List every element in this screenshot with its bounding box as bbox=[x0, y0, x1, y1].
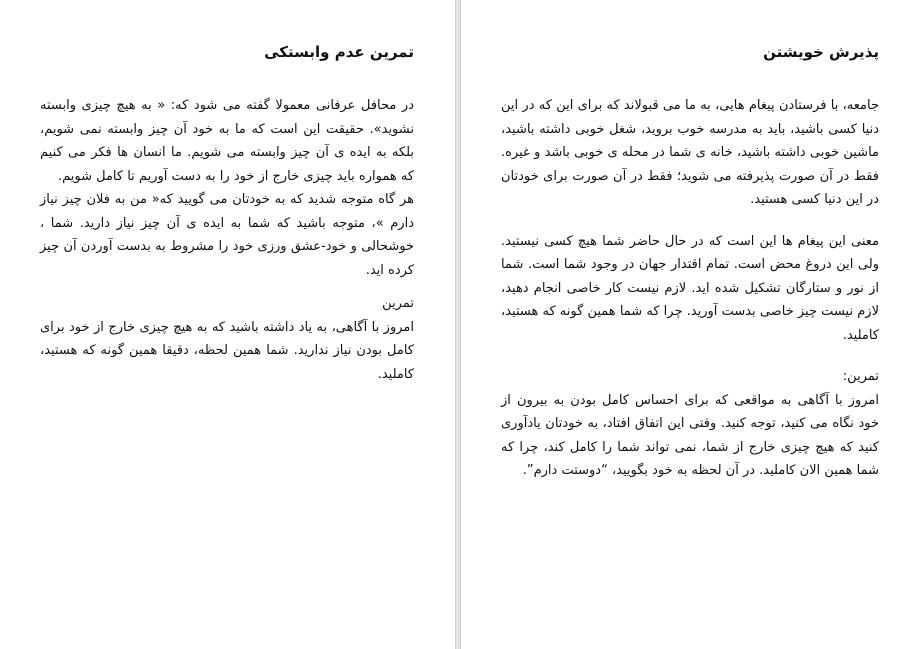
left-exercise-text: امروز با آگاهی، به یاد داشته باشید که به هیچ چیزی خارج از خود برای کامل بودن نیاز ندارید. شما همین لحظه، دقیقا همین گونه که هستید، کاملید. bbox=[40, 319, 414, 382]
right-spacer-1 bbox=[501, 212, 879, 230]
right-paragraph-1: جامعه، با فرستادن پیغام هایی، به ما می قبولاند که برای این که در این دنیا کسی باشید، باید به مدرسه خوب بروید، شغل خوبی داشته باشید، ماشین خوبی داشته باشید، خانه ی شما در محله ی خوبی باشد و غیره. فقط در آن صورت پذیرفته می شوید؛ فقط در آن صورت برای خودتان در این دنیا کسی هستید. bbox=[501, 98, 879, 207]
right-exercise-label: تمرین: bbox=[842, 369, 879, 384]
left-page-content bbox=[40, 40, 414, 386]
right-page-content bbox=[501, 40, 879, 483]
right-spacer-2 bbox=[501, 347, 879, 365]
left-exercise-label: تمرین bbox=[382, 296, 414, 311]
right-paragraph-2: معنی این پیغام ها این است که در حال حاضر شما هیچ کسی نیستید. ولی این دروغ محض است. تمام اقتدار جهان در وجود شما است. شما از نور و ستارگان تشکیل شده اید. لازم نیست کار خاصی انجام دهید، لازم نیست چیز خاصی بدست آورید. چرا که شما همین گونه که هستید، کاملید. bbox=[501, 233, 879, 343]
right-exercise-text: امروز با آگاهی به مواقعی که برای احساس کامل بودن به بیرون از خود نگاه می کنید، توجه کنید. وقتی این اتفاق افتاد، به خودتان یادآوری کنید که هیچ چیزی خارج از شما، نمی تواند شما را کامل کند، چرا که شما همین الان کاملید. در آن لحظه به خود بگویید، “دوستت دارم”. bbox=[501, 392, 879, 478]
left-spacer bbox=[40, 282, 414, 292]
left-paragraph-1: در محافل عرفانی معمولا گفته می شود که: « به هیچ چیزی وابسته نشوید». حقیقت این است که ما به خود آن چیز وابسته نمی شویم، بلکه به ایده ی آن چیز وابسته می شویم. ما انسان ها فکر می کنیم که همواره باید چیزی خارج از خود را به دست آوریم تا کامل شویم. bbox=[40, 98, 414, 184]
left-page bbox=[0, 0, 456, 649]
right-page-title: پذیرش خویشتن bbox=[763, 43, 879, 61]
right-page bbox=[460, 0, 918, 649]
left-page-title: تمرین عدم وابستکی bbox=[264, 43, 414, 61]
left-paragraph-2: هر گاه متوجه شدید که به خودتان می گویید که« من به فلان چیز نیاز دارم »، متوجه باشید که شما به ایده ی آن چیز نیاز دارید. شما ، خوشحالی و خود-عشق ورزی خود را مشروط به بدست آوردن آن چیز کرده اید. bbox=[40, 192, 414, 278]
